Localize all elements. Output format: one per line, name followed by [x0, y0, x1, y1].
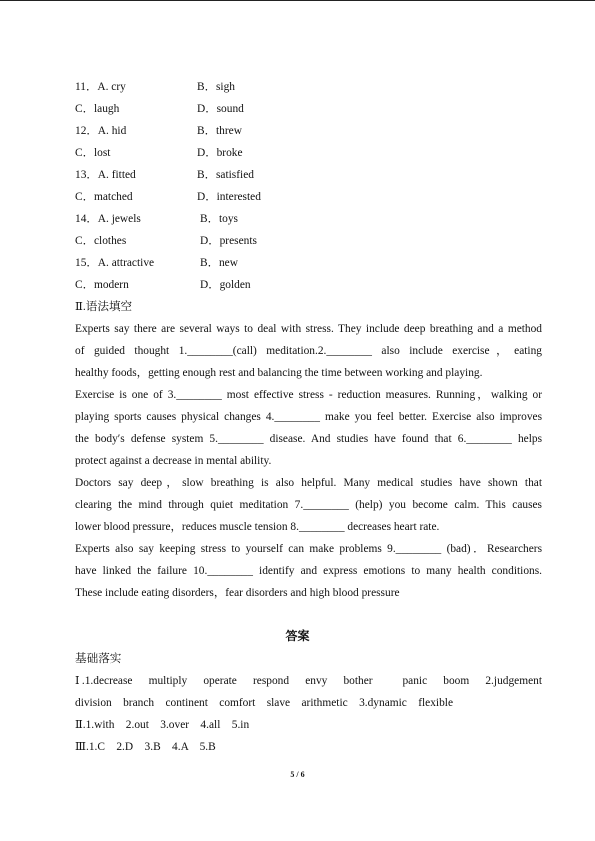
option-b: D．interested — [197, 191, 261, 203]
option-row — [0, 79, 595, 95]
option-a: 13．A. fitted — [75, 169, 136, 181]
option-b: D．golden — [200, 279, 251, 291]
option-a: 14．A. jewels — [75, 213, 141, 225]
option-b: D．broke — [197, 147, 243, 159]
option-row — [0, 277, 595, 293]
option-b: D．presents — [200, 235, 257, 247]
option-row — [0, 255, 595, 271]
passage-line: playing sports causes physical changes 4.________ make you feel better. Exercise also improves — [75, 411, 542, 423]
answer-line: Ⅰ.1.decrease multiply operate respond envy bother panic boom 2.judgement — [75, 675, 542, 687]
answer-line: division branch continent comfort slave arithmetic 3.dynamic flexible — [75, 697, 454, 709]
option-a: C．laugh — [75, 103, 120, 115]
option-b: B．satisfied — [197, 169, 254, 181]
passage-line: Exercise is one of 3.________ most effective stress - reduction measures. Running，walking or — [75, 389, 542, 401]
option-a: C．clothes — [75, 235, 127, 247]
passage-line: of guided thought 1.________(call) meditation.2.________ also include exercise，eating — [75, 345, 542, 357]
passage-line: Doctors say deep，slow breathing is also helpful. Many medical studies have shown that — [75, 477, 542, 489]
option-a: 15．A. attractive — [75, 257, 155, 269]
option-b: B．sigh — [197, 81, 235, 93]
passage-line: Experts also say keeping stress to yourself can make problems 9.________ (bad)．Researchers — [75, 543, 542, 555]
section-heading: Ⅱ.语法填空 — [75, 300, 133, 313]
option-a: C．matched — [75, 191, 133, 203]
passage-line: protect against a decrease in mental ability. — [75, 455, 272, 467]
option-row — [0, 189, 595, 205]
passage-line: Experts say there are several ways to deal with stress. They include deep breathing and a method — [75, 323, 542, 335]
answer-line: Ⅱ.1.with 2.out 3.over 4.all 5.in — [75, 719, 250, 731]
passage-line: These include eating disorders，fear disorders and high blood pressure — [75, 587, 400, 599]
option-row — [0, 233, 595, 249]
passage-line: lower blood pressure，reduces muscle tension 8.________ decreases heart rate. — [75, 521, 440, 533]
page-top-border — [0, 0, 595, 1]
option-a: C．lost — [75, 147, 111, 159]
passage-line: have linked the failure 10.________ identify and express emotions to many health conditions. — [75, 565, 542, 577]
option-b: B．new — [200, 257, 238, 269]
option-b: B．toys — [200, 213, 238, 225]
option-b: D．sound — [197, 103, 244, 115]
passage-line: clearing the mind through quiet meditation 7.________ (help) you become calm. This causes — [75, 499, 542, 511]
option-a: C．modern — [75, 279, 129, 291]
answer-line: Ⅲ.1.C 2.D 3.B 4.A 5.B — [75, 741, 216, 753]
option-a: 12．A. hid — [75, 125, 127, 137]
option-row — [0, 145, 595, 161]
option-b: B．threw — [197, 125, 242, 137]
option-row — [0, 123, 595, 139]
option-row — [0, 211, 595, 227]
passage-line: healthy foods，getting enough rest and balancing the time between working and playing. — [75, 367, 483, 379]
answer-title: 答案 — [285, 629, 310, 643]
page-number: 5 / 6 — [290, 770, 305, 779]
passage-line: the body′s defense system 5.________ disease. And studies have found that 6.________ helps — [75, 433, 542, 445]
answer-subheading: 基础落实 — [75, 652, 122, 665]
option-row — [0, 101, 595, 117]
option-a: 11．A. cry — [75, 81, 126, 93]
option-row — [0, 167, 595, 183]
